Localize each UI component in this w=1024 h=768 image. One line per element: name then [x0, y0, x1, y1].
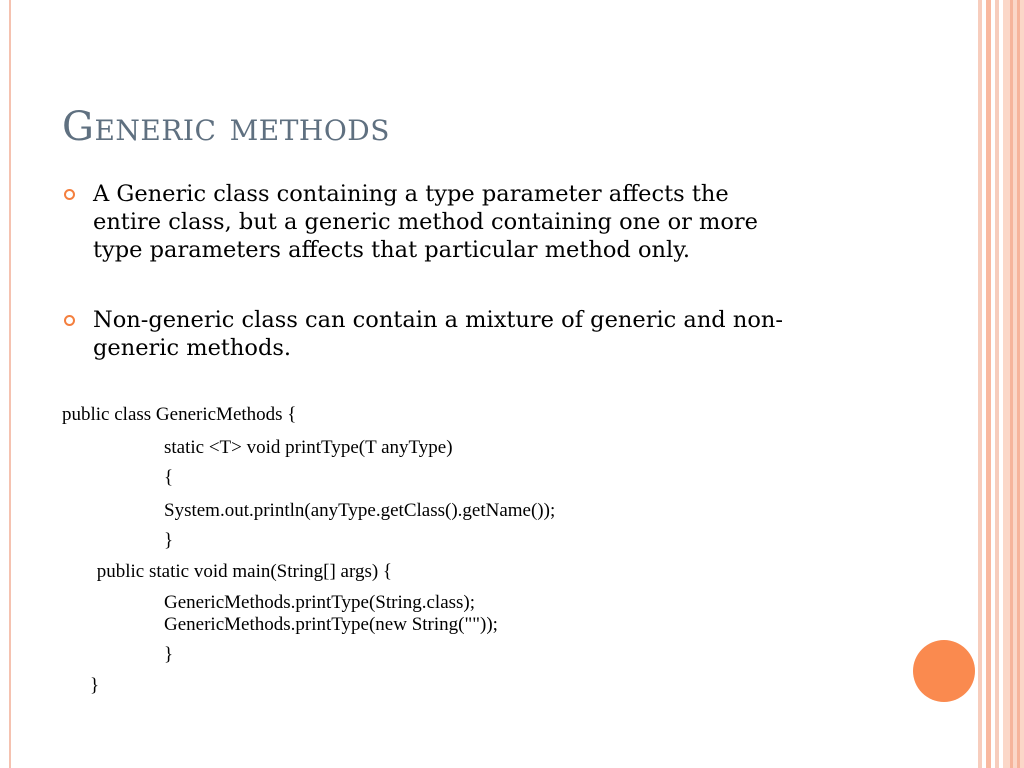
- code-line: {: [164, 467, 174, 488]
- code-line: System.out.println(anyType.getClass().getName());: [164, 500, 556, 521]
- bullet-circle-icon: [64, 315, 75, 326]
- right-border-stripe: [995, 0, 999, 768]
- left-border-line: [9, 0, 11, 768]
- bullet-line: Non-generic class can contain a mixture of generic and non-: [93, 307, 783, 333]
- bullet-line: type parameters affects that particular method only.: [93, 237, 691, 263]
- bullet-line: A Generic class containing a type parameter affects the: [93, 181, 729, 207]
- decorative-circle: [913, 640, 975, 702]
- bullet-line: generic methods.: [93, 335, 292, 361]
- right-border-stripe: [986, 0, 991, 768]
- code-line: public class GenericMethods {: [62, 404, 297, 425]
- code-line: public static void main(String[] args) {: [92, 561, 393, 582]
- code-line: GenericMethods.printType(new String(""));: [164, 614, 498, 635]
- slide-title: Generic methods: [62, 104, 390, 150]
- bullet-circle-icon: [64, 189, 75, 200]
- bullet-list: [62, 180, 892, 404]
- code-line: static <T> void printType(T anyType): [164, 437, 453, 458]
- bullet-item: [62, 180, 892, 264]
- code-line: }: [90, 675, 100, 696]
- right-border-stripe: [1017, 0, 1020, 768]
- right-border-stripe: [978, 0, 982, 768]
- code-line: }: [164, 530, 174, 551]
- bullet-item: [62, 306, 892, 362]
- bullet-line: entire class, but a generic method containing one or more: [93, 209, 758, 235]
- code-line: GenericMethods.printType(String.class);: [164, 592, 476, 613]
- right-border-stripe: [1003, 0, 1024, 768]
- right-border-stripe: [1010, 0, 1013, 768]
- code-line: }: [164, 644, 174, 665]
